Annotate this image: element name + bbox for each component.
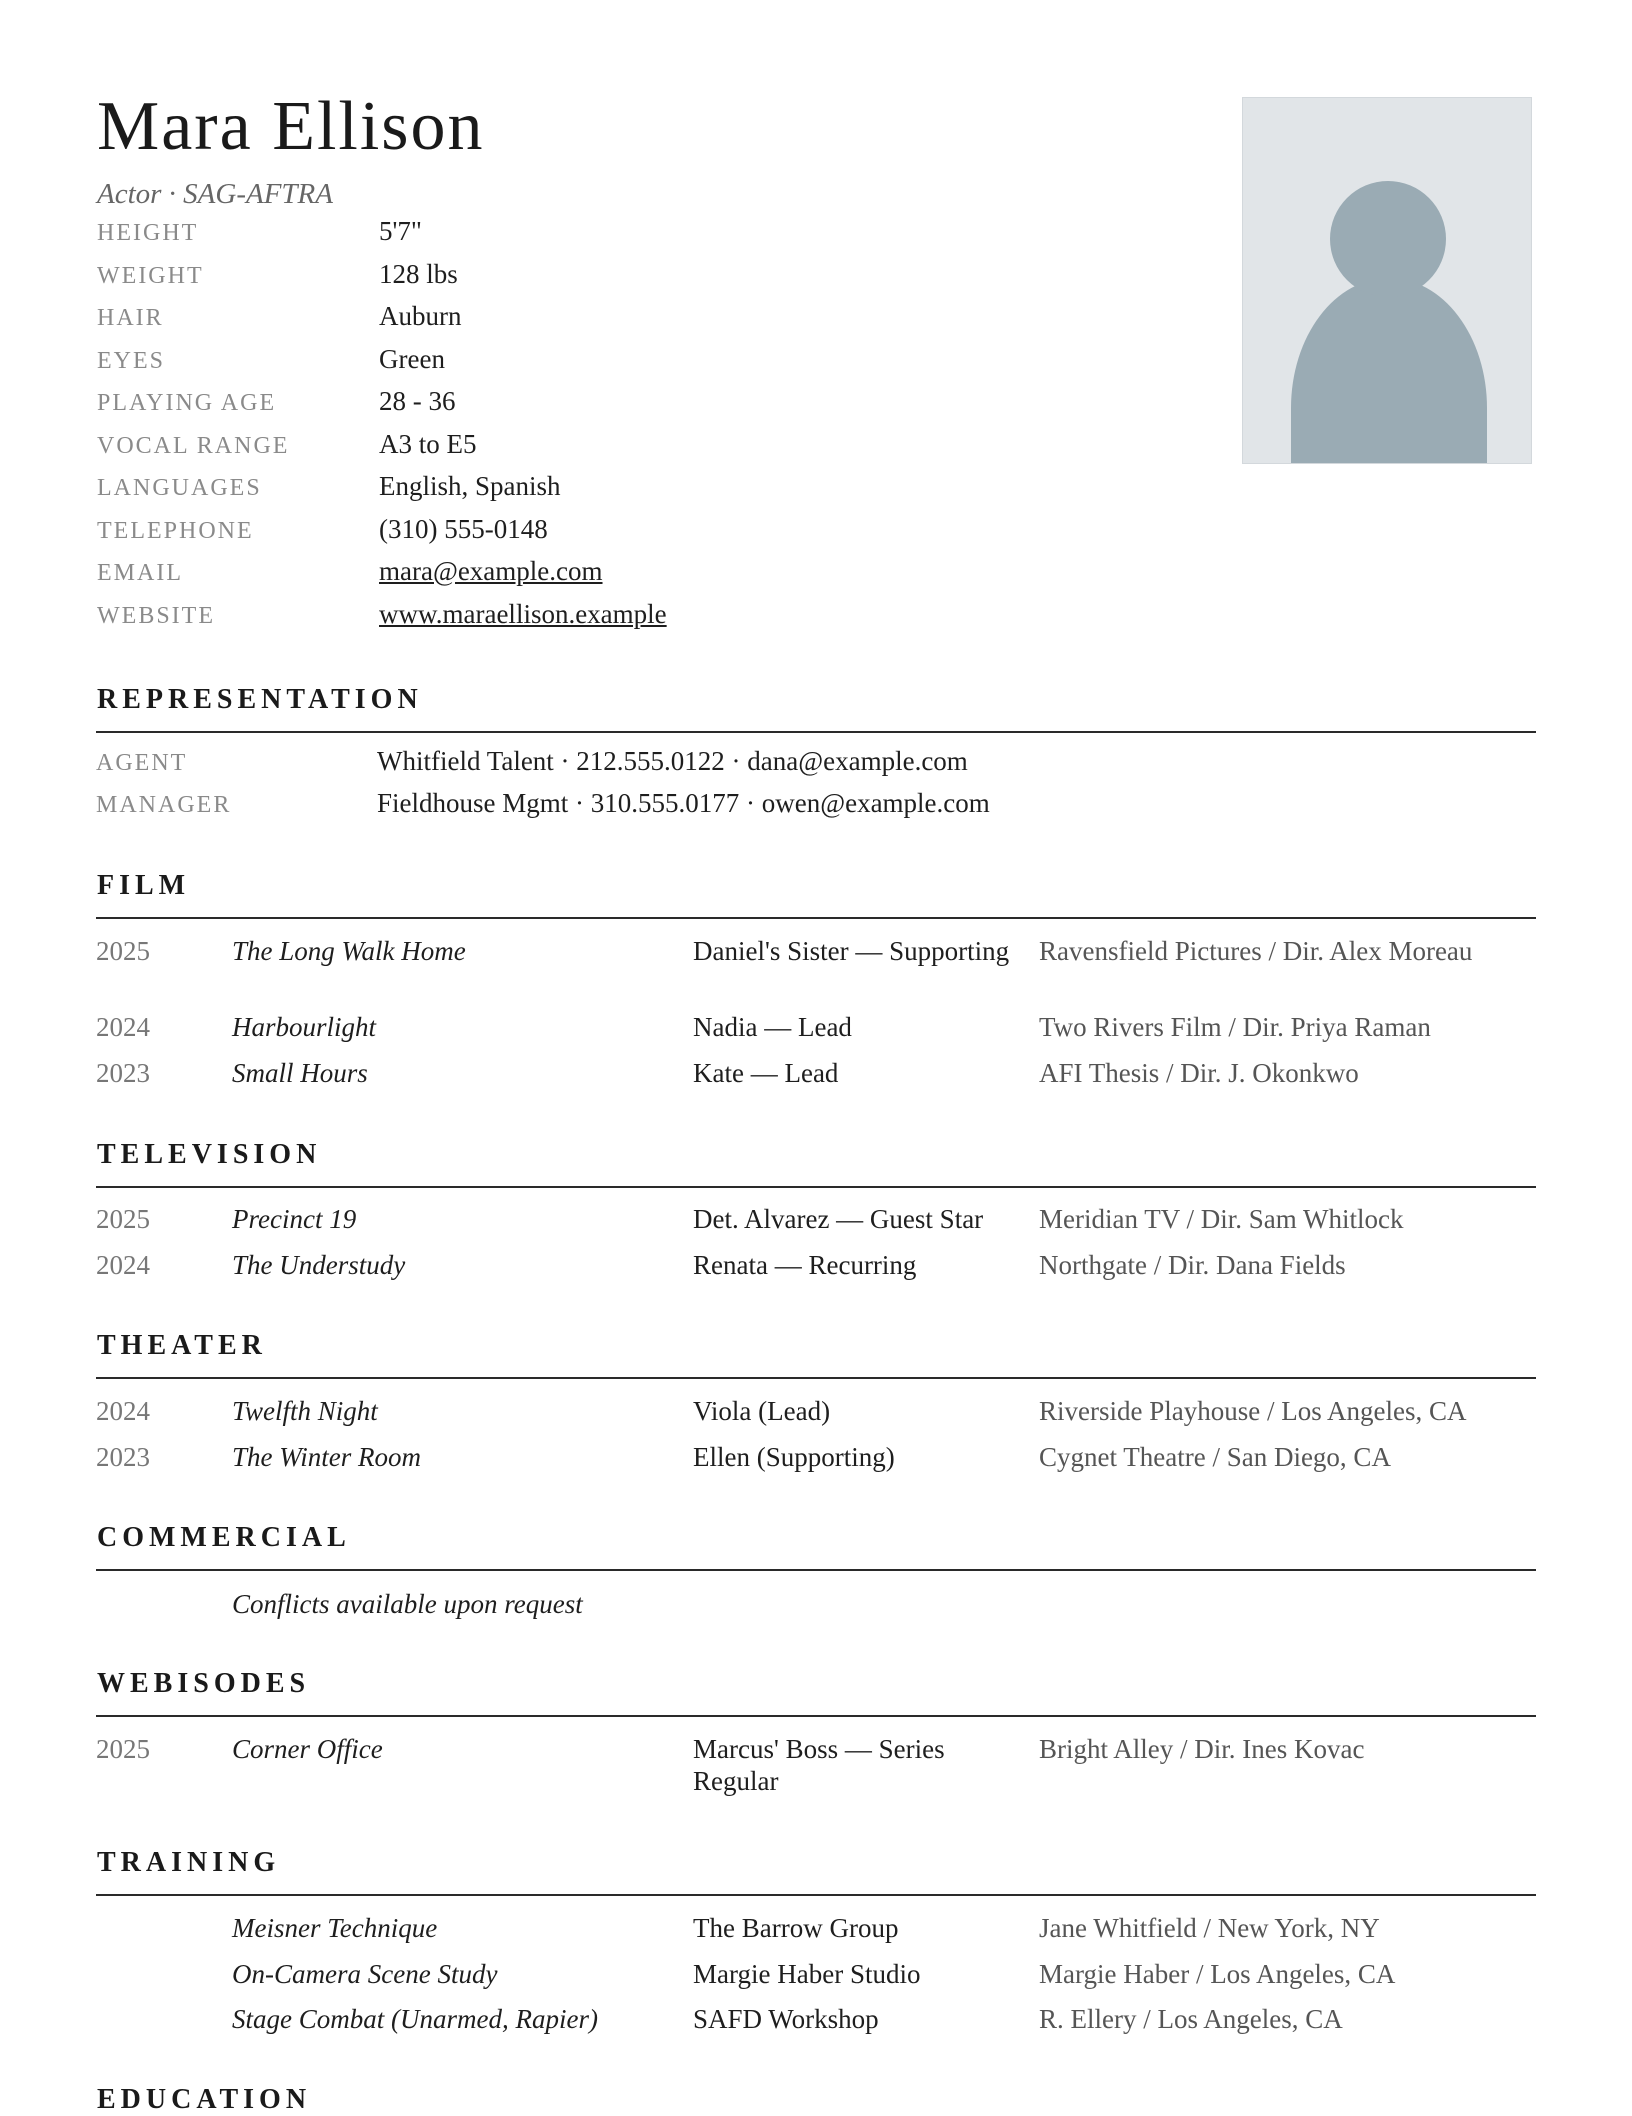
website-link[interactable]: www.maraellison.example <box>379 598 667 629</box>
email-link[interactable]: mara@example.com <box>379 556 603 586</box>
stat-label: LANGUAGES <box>97 475 262 501</box>
credit-role: Nadia — Lead <box>693 1012 852 1042</box>
rep-label: AGENT <box>96 750 188 776</box>
stat-value: Auburn <box>379 301 462 331</box>
credit-detail: Riverside Playhouse / Los Angeles, CA <box>1039 1396 1467 1426</box>
credit-year: 2025 <box>96 1204 150 1234</box>
stat-value: (310) 555-0148 <box>379 513 548 544</box>
credit-title: Harbourlight <box>232 1012 377 1042</box>
credit-year: 2025 <box>96 936 150 966</box>
credit-detail: Meridian TV / Dir. Sam Whitlock <box>1039 1204 1404 1234</box>
stat-languages <box>97 471 667 514</box>
training-course: Stage Combat (Unarmed, Rapier) <box>232 2004 598 2034</box>
section-divider <box>96 1894 1536 1896</box>
stat-email <box>97 556 667 599</box>
credit-year: 2024 <box>96 1396 150 1426</box>
training-detail: Margie Haber / Los Angeles, CA <box>1039 1959 1396 1989</box>
stat-value: 28 - 36 <box>379 386 456 416</box>
stat-label: WEBSITE <box>97 602 215 629</box>
section-divider <box>96 1569 1536 1571</box>
credit-title: Corner Office <box>232 1734 383 1764</box>
stat-value: A3 to E5 <box>379 428 477 459</box>
credit-detail: Two Rivers Film / Dir. Priya Raman <box>1039 1012 1431 1042</box>
stat-telephone <box>97 514 667 557</box>
credit-year: 2023 <box>96 1442 150 1472</box>
credit-year: 2025 <box>96 1734 150 1764</box>
section-title-film: FILM <box>97 870 191 901</box>
stat-height <box>97 216 667 259</box>
stat-label: HAIR <box>97 305 164 331</box>
section-divider <box>96 1715 1536 1717</box>
section-title-commercial: COMMERCIAL <box>97 1522 351 1553</box>
rep-label: MANAGER <box>96 792 232 818</box>
credit-role: Kate — Lead <box>693 1058 839 1088</box>
credit-role: Ellen (Supporting) <box>693 1442 895 1472</box>
headshot-placeholder <box>1242 97 1532 464</box>
training-school: SAFD Workshop <box>693 2004 879 2034</box>
credit-role: Daniel's Sister — Supporting <box>693 936 1010 966</box>
stat-website <box>97 599 667 642</box>
credit-title: The Winter Room <box>232 1442 421 1472</box>
stat-label: EYES <box>97 347 165 374</box>
stat-label: HEIGHT <box>97 220 199 246</box>
silhouette-body <box>1291 278 1487 464</box>
stat-value: Green <box>379 343 445 374</box>
credit-title: The Long Walk Home <box>232 936 466 966</box>
silhouette-head <box>1330 181 1446 297</box>
training-course: On-Camera Scene Study <box>232 1959 498 1989</box>
section-divider <box>96 731 1536 733</box>
credit-title: Precinct 19 <box>232 1204 357 1234</box>
credit-year: 2024 <box>96 1012 150 1042</box>
stat-value: English, Spanish <box>379 471 561 501</box>
stat-label: EMAIL <box>97 560 183 586</box>
rep-value: Whitfield Talent · 212.555.0122 · dana@example.com <box>377 746 968 776</box>
stats-table <box>97 216 667 641</box>
credit-title: Small Hours <box>232 1058 368 1088</box>
commercial-note: Conflicts available upon request <box>232 1589 583 1619</box>
stat-hair <box>97 301 667 344</box>
credit-year: 2023 <box>96 1058 150 1088</box>
credit-role: Det. Alvarez — Guest Star <box>693 1204 984 1234</box>
credit-role: Viola (Lead) <box>693 1396 831 1426</box>
actor-subtitle: Actor · SAG-AFTRA <box>97 178 333 210</box>
stat-label: VOCAL RANGE <box>97 432 290 459</box>
stat-value: 128 lbs <box>379 258 458 289</box>
rep-row-agent <box>96 746 968 777</box>
stat-vocal-range <box>97 429 667 472</box>
credit-title: The Understudy <box>232 1250 406 1280</box>
rep-row-manager <box>96 788 990 819</box>
credit-detail: AFI Thesis / Dir. J. Okonkwo <box>1039 1058 1359 1088</box>
section-title-television: TELEVISION <box>97 1139 322 1170</box>
section-title-representation: REPRESENTATION <box>97 684 423 715</box>
section-title-education: EDUCATION <box>97 2084 312 2115</box>
credit-detail: Ravensfield Pictures / Dir. Alex Moreau <box>1039 936 1473 966</box>
credit-detail: Bright Alley / Dir. Ines Kovac <box>1039 1734 1365 1764</box>
credit-detail: Cygnet Theatre / San Diego, CA <box>1039 1442 1391 1472</box>
stat-label: PLAYING AGE <box>97 390 277 416</box>
training-course: Meisner Technique <box>232 1913 438 1943</box>
training-school: The Barrow Group <box>693 1913 899 1943</box>
section-title-webisodes: WEBISODES <box>97 1668 311 1699</box>
credit-detail: Northgate / Dir. Dana Fields <box>1039 1250 1346 1280</box>
credit-role: Marcus' Boss — Series Regular <box>693 1734 945 1796</box>
credit-title: Twelfth Night <box>232 1396 378 1426</box>
actor-name: Mara Ellison <box>97 88 485 165</box>
training-school: Margie Haber Studio <box>693 1959 921 1989</box>
section-divider <box>96 1377 1536 1379</box>
stat-playing-age <box>97 386 667 429</box>
stat-label: TELEPHONE <box>97 517 254 544</box>
section-title-training: TRAINING <box>97 1847 281 1878</box>
section-divider <box>96 917 1536 919</box>
stat-label: WEIGHT <box>97 262 204 289</box>
stat-weight <box>97 259 667 302</box>
stat-value: 5'7" <box>379 216 422 246</box>
stat-eyes <box>97 344 667 387</box>
rep-value: Fieldhouse Mgmt · 310.555.0177 · owen@example.com <box>377 788 990 818</box>
training-detail: Jane Whitfield / New York, NY <box>1039 1913 1380 1943</box>
credit-year: 2024 <box>96 1250 150 1280</box>
section-divider <box>96 1186 1536 1188</box>
training-detail: R. Ellery / Los Angeles, CA <box>1039 2004 1343 2034</box>
section-title-theater: THEATER <box>97 1330 267 1361</box>
credit-role: Renata — Recurring <box>693 1250 917 1280</box>
